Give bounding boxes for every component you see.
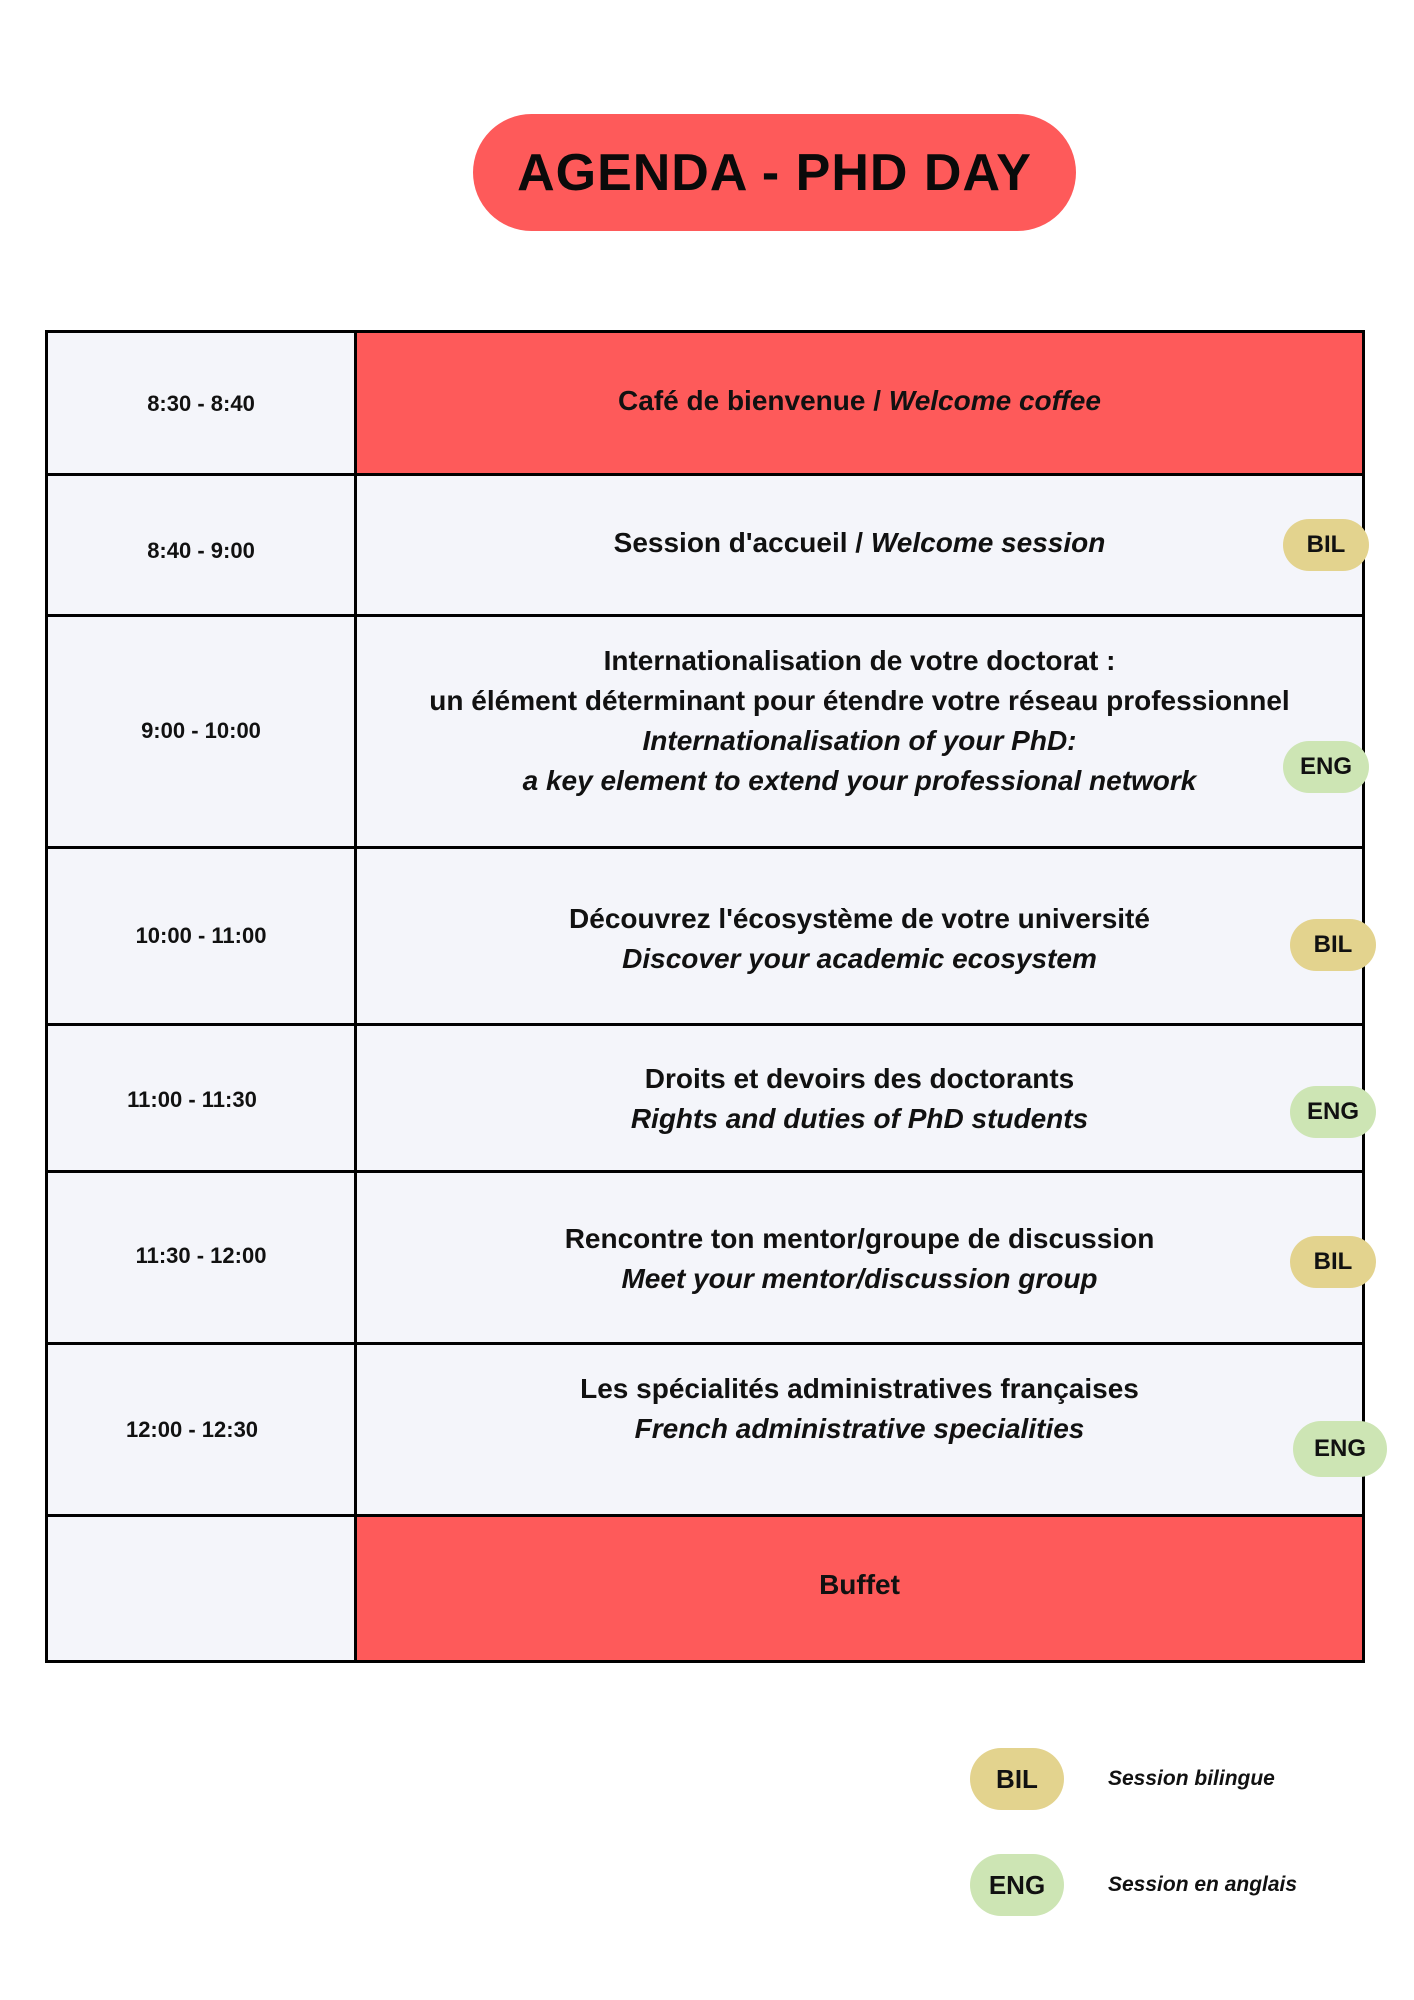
bilingual-badge: BIL: [1290, 919, 1376, 971]
session-cell: [357, 333, 1362, 473]
session-title-en: Rights and duties of PhD students: [630, 1103, 1089, 1134]
time-cell: [48, 1517, 357, 1660]
session-title-fr: Droits et devoirs des doctorants: [644, 1063, 1075, 1094]
time-cell: [48, 617, 357, 846]
session-title-fr: Internationalisation de votre doctorat :: [603, 645, 1116, 676]
session-cell: [357, 1345, 1366, 1514]
time-label: 9:00 - 10:00: [141, 718, 261, 743]
session-title: [357, 899, 1362, 979]
time-label: 8:40 - 9:00: [147, 538, 255, 563]
time-cell: [48, 1026, 357, 1170]
session-title-fr: un élément déterminant pour étendre votre réseau professionnel: [429, 685, 1290, 716]
session-title: [357, 381, 1362, 421]
agenda-row: [48, 333, 1362, 476]
agenda-row: [48, 1026, 1362, 1173]
session-title-fr: Buffet: [819, 1569, 900, 1600]
time-cell: [48, 476, 357, 614]
session-title-fr: Découvrez l'écosystème de votre université: [569, 903, 1150, 934]
time-label: 12:00 - 12:30: [125, 1417, 259, 1442]
english-badge: ENG: [1290, 1086, 1376, 1138]
time-cell: [48, 1345, 357, 1514]
agenda-row: [48, 1173, 1362, 1345]
legend-item-english: [970, 1854, 1370, 1916]
time-cell: [48, 1173, 357, 1342]
session-cell: [357, 1026, 1362, 1170]
time-label: 11:30 - 12:00: [135, 1243, 267, 1268]
page-title: AGENDA - PHD DAY: [473, 114, 1076, 231]
session-title: [357, 1565, 1362, 1605]
legend-label: Session en anglais: [1108, 1873, 1298, 1896]
session-title-en: Discover your academic ecosystem: [622, 943, 1097, 974]
session-cell: [357, 1173, 1362, 1342]
english-badge: ENG: [970, 1854, 1064, 1916]
session-title-fr: Rencontre ton mentor/groupe de discussion: [564, 1223, 1155, 1254]
agenda-table: [45, 330, 1365, 1663]
session-cell: [357, 1517, 1362, 1660]
english-badge: ENG: [1293, 1421, 1387, 1477]
time-label: 10:00 - 11:00: [135, 923, 267, 948]
session-title: [357, 523, 1362, 563]
session-title: [357, 1059, 1362, 1139]
session-title-en: Welcome coffee: [888, 385, 1101, 416]
bilingual-badge: BIL: [1283, 519, 1369, 571]
session-title: [357, 1219, 1362, 1299]
session-title-fr: Café de bienvenue /: [618, 385, 889, 416]
session-title-en: Meet your mentor/discussion group: [621, 1263, 1098, 1294]
session-title-en: Welcome session: [870, 527, 1106, 558]
bilingual-badge: BIL: [970, 1748, 1064, 1810]
session-cell: [357, 617, 1362, 846]
legend-item-bilingual: [970, 1748, 1370, 1810]
session-title-en: Internationalisation of your PhD:: [642, 725, 1077, 756]
agenda-row: [48, 1517, 1362, 1660]
session-cell: [357, 476, 1362, 614]
time-label: 8:30 - 8:40: [147, 391, 255, 416]
session-title: [357, 641, 1362, 801]
time-cell: [48, 849, 357, 1023]
time-cell: [48, 333, 357, 473]
agenda-row: [48, 617, 1362, 849]
legend-label: Session bilingue: [1108, 1767, 1275, 1790]
session-title-en: a key element to extend your professional network: [522, 765, 1197, 796]
agenda-row: [48, 1345, 1366, 1517]
session-title-fr: Les spécialités administratives françaises: [580, 1373, 1139, 1404]
agenda-row: [48, 849, 1362, 1026]
bilingual-badge: BIL: [1290, 1236, 1376, 1288]
time-label: 11:00 - 11:30: [127, 1087, 257, 1112]
session-title-fr: Session d'accueil /: [613, 527, 871, 558]
session-title: [357, 1369, 1362, 1449]
english-badge: ENG: [1283, 741, 1369, 793]
agenda-row: [48, 476, 1362, 617]
session-cell: [357, 849, 1362, 1023]
session-title-en: French administrative specialities: [634, 1413, 1085, 1444]
